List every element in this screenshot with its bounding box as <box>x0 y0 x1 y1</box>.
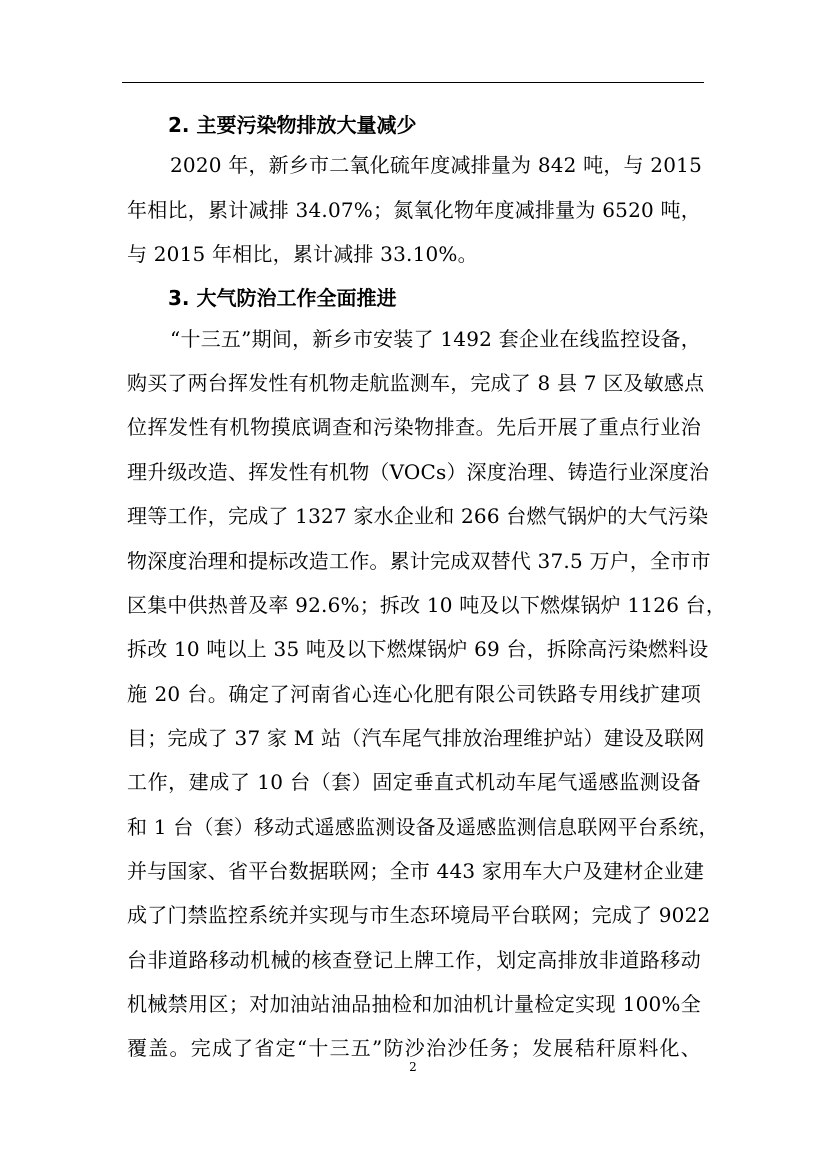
paragraph-line: 理升级改造、挥发性有机物（VOCs）深度治理、铸造行业深度治 <box>127 460 710 484</box>
paragraph-line: 和 1 台（套）移动式遥感监测设备及遥感监测信息联网平台系统， <box>127 815 719 839</box>
paragraph-line: 成了门禁监控系统并实现与市生态环境局平台联网；完成了 9022 <box>127 903 711 927</box>
paragraph-line: 覆盖。完成了省定“十三五”防沙治沙任务；发展秸秆原料化、 <box>127 1036 701 1060</box>
paragraph-line: 机械禁用区；对加油站油品抽检和加油机计量检定实现 100%全 <box>127 992 701 1016</box>
section-heading-2: 2. 主要污染物排放大量减少 <box>168 113 417 137</box>
paragraph-line: 拆改 10 吨以上 35 吨及以下燃煤锅炉 69 台，拆除高污染燃料设 <box>127 637 709 661</box>
paragraph-line: 施 20 台。确定了河南省心连心化肥有限公司铁路专用线扩建项 <box>127 682 701 706</box>
paragraph-line: 年相比，累计减排 34.07%；氮氧化物年度减排量为 6520 吨， <box>127 198 701 222</box>
page-number: 2 <box>409 1060 417 1074</box>
paragraph-line: 2020 年，新乡市二氧化硫年度减排量为 842 吨，与 2015 <box>170 153 702 177</box>
header-rule <box>122 82 704 83</box>
paragraph-line: 位挥发性有机物摸底调查和污染物排查。先后开展了重点行业治 <box>127 415 701 439</box>
paragraph-line: 物深度治理和提标改造工作。累计完成双替代 37.5 万户，全市市 <box>127 549 711 573</box>
paragraph-line: 并与国家、省平台数据联网；全市 443 家用车大户及建材企业建 <box>127 859 705 883</box>
paragraph-line: 台非道路移动机械的核查登记上牌工作，划定高排放非道路移动 <box>127 948 701 972</box>
paragraph-line: 目；完成了 37 家 M 站（汽车尾气排放治理维护站）建设及联网 <box>127 726 705 750</box>
paragraph-line: 工作，建成了 10 台（套）固定垂直式机动车尾气遥感监测设备 <box>127 770 701 794</box>
paragraph-line: 区集中供热普及率 92.6%；拆改 10 吨及以下燃煤锅炉 1126 台， <box>127 593 727 617</box>
section-heading-3: 3. 大气防治工作全面推进 <box>168 286 397 310</box>
paragraph-line: 与 2015 年相比，累计减排 33.10%。 <box>127 242 478 266</box>
paragraph-line: “十三五”期间，新乡市安装了 1492 套企业在线监控设备， <box>170 327 701 351</box>
paragraph-line: 购买了两台挥发性有机物走航监测车，完成了 8 县 7 区及敏感点 <box>127 371 705 395</box>
paragraph-line: 理等工作，完成了 1327 家水企业和 266 台燃气锅炉的大气污染 <box>127 504 709 528</box>
